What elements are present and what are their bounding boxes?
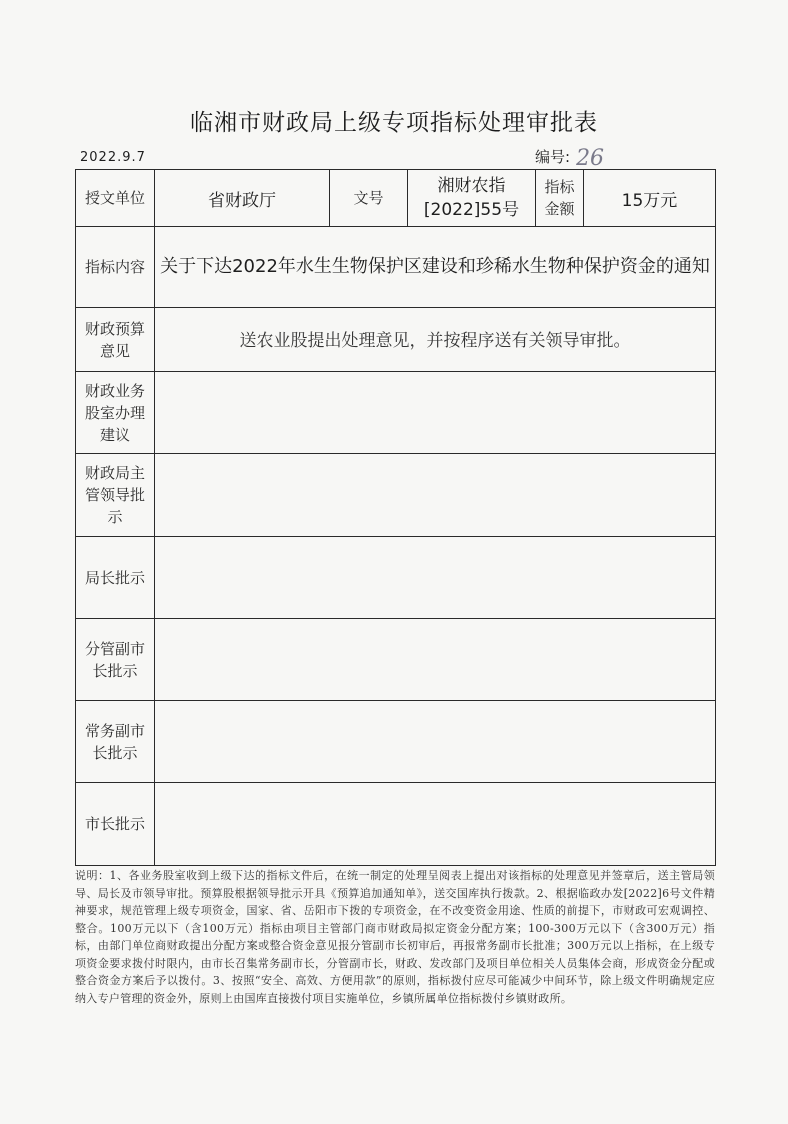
director-instruction-label: 局长批示 <box>76 537 155 619</box>
vice-mayor-instruction-label <box>76 619 155 701</box>
approval-form-table <box>75 169 716 866</box>
leader-instruction-field[interactable] <box>155 454 716 537</box>
doc-number-line1: 湘财农指 <box>437 176 506 196</box>
leader-label-line2: 管领导批 <box>84 486 145 504</box>
row-issuer <box>76 170 716 227</box>
serial-number <box>535 146 604 171</box>
content-value: 关于下达2022年水生生物保护区建设和珍稀水生物种保护资金的通知 <box>155 227 716 308</box>
budget-label-line2: 意见 <box>99 341 130 360</box>
content-label: 指标内容 <box>76 227 155 308</box>
amount-value: 15万元 <box>584 170 716 227</box>
leader-label-line1: 财政局主 <box>84 464 145 482</box>
row-budget-opinion <box>76 308 716 372</box>
exec-vice-mayor-label-line1: 常务副市 <box>84 721 145 740</box>
budget-label-line1: 财政预算 <box>84 319 145 338</box>
row-leader-instruction <box>76 454 716 537</box>
doc-number-value <box>408 170 536 227</box>
budget-opinion-value: 送农业股提出处理意见，并按程序送有关领导审批。 <box>155 308 716 372</box>
vice-mayor-label-line2: 长批示 <box>92 661 138 680</box>
leader-label-line3: 示 <box>107 508 123 526</box>
dept-label-line1: 财政业务 <box>84 381 145 400</box>
serial-label: 编号: <box>535 148 571 166</box>
dept-suggestion-field[interactable] <box>155 372 716 454</box>
amount-label <box>536 170 584 227</box>
amount-label-line2: 金额 <box>544 200 575 218</box>
mayor-instruction-label: 市长批示 <box>76 783 155 866</box>
issuer-label: 授文单位 <box>76 170 155 227</box>
doc-number-label: 文号 <box>330 170 408 227</box>
serial-handwritten-value: 26 <box>576 146 605 171</box>
notes-paragraph: 说明：1、各业务股室收到上级下达的指标文件后，在统一制定的处理呈阅表上提出对该指标的处理意见并签章后，送主管局领导、局长及市领导审批。预算股根据领导批示开具《预算追加通知单》，送交国库执行拨款。2、根据临政办发[2022]6号文件精神要求，规范管理上级专项资金，国家、省、岳阳市下拨的专项资金，在不改变资金用途、性质的前提下，市财政可宏观调控、整合。100万元以下（含100万元）指标由项目主管部门商市财政局拟定资金分配方案；100-300万元以下（含300万元）指标，由部门单位商财政提出分配方案或整合资金意见报分管副市长初审后，再报常务副市长批准；300万元以上指标，在上级专项资金要求拨付时限内，由市长召集常务副市长，分管副市长，财政、发改部门及项目单位相关人员集体会商，形成资金分配或整合资金方案后予以拨付。3、按照“安全、高效、方便用款”的原则，指标拨付应尽可能减少中间环节，除上级文件明确规定应纳入专户管理的资金外，原则上由国库直接拨付项目实施单位，乡镇所属单位指标拨付乡镇财政所。 <box>75 869 715 1005</box>
row-director-instruction <box>76 537 716 619</box>
row-exec-vice-mayor-instruction <box>76 701 716 783</box>
row-dept-suggestion <box>76 372 716 454</box>
mayor-instruction-field[interactable] <box>155 783 716 866</box>
dept-label-line2: 股室办理 <box>84 403 145 422</box>
issuer-value: 省财政厅 <box>155 170 330 227</box>
exec-vice-mayor-label-line2: 长批示 <box>92 743 138 762</box>
budget-opinion-label <box>76 308 155 372</box>
leader-instruction-label <box>76 454 155 537</box>
exec-vice-mayor-instruction-field[interactable] <box>155 701 716 783</box>
amount-label-line1: 指标 <box>544 178 575 196</box>
director-instruction-field[interactable] <box>155 537 716 619</box>
vice-mayor-label-line1: 分管副市 <box>84 639 145 658</box>
row-content <box>76 227 716 308</box>
doc-number-line2: [2022]55号 <box>423 200 520 220</box>
vice-mayor-instruction-field[interactable] <box>155 619 716 701</box>
date-text: 2022.9.7 <box>80 150 146 165</box>
row-vice-mayor-instruction <box>76 619 716 701</box>
exec-vice-mayor-instruction-label <box>76 701 155 783</box>
page-title: 临湘市财政局上级专项指标处理审批表 <box>190 110 598 136</box>
dept-label-line3: 建议 <box>99 425 130 444</box>
dept-suggestion-label <box>76 372 155 454</box>
row-mayor-instruction <box>76 783 716 866</box>
